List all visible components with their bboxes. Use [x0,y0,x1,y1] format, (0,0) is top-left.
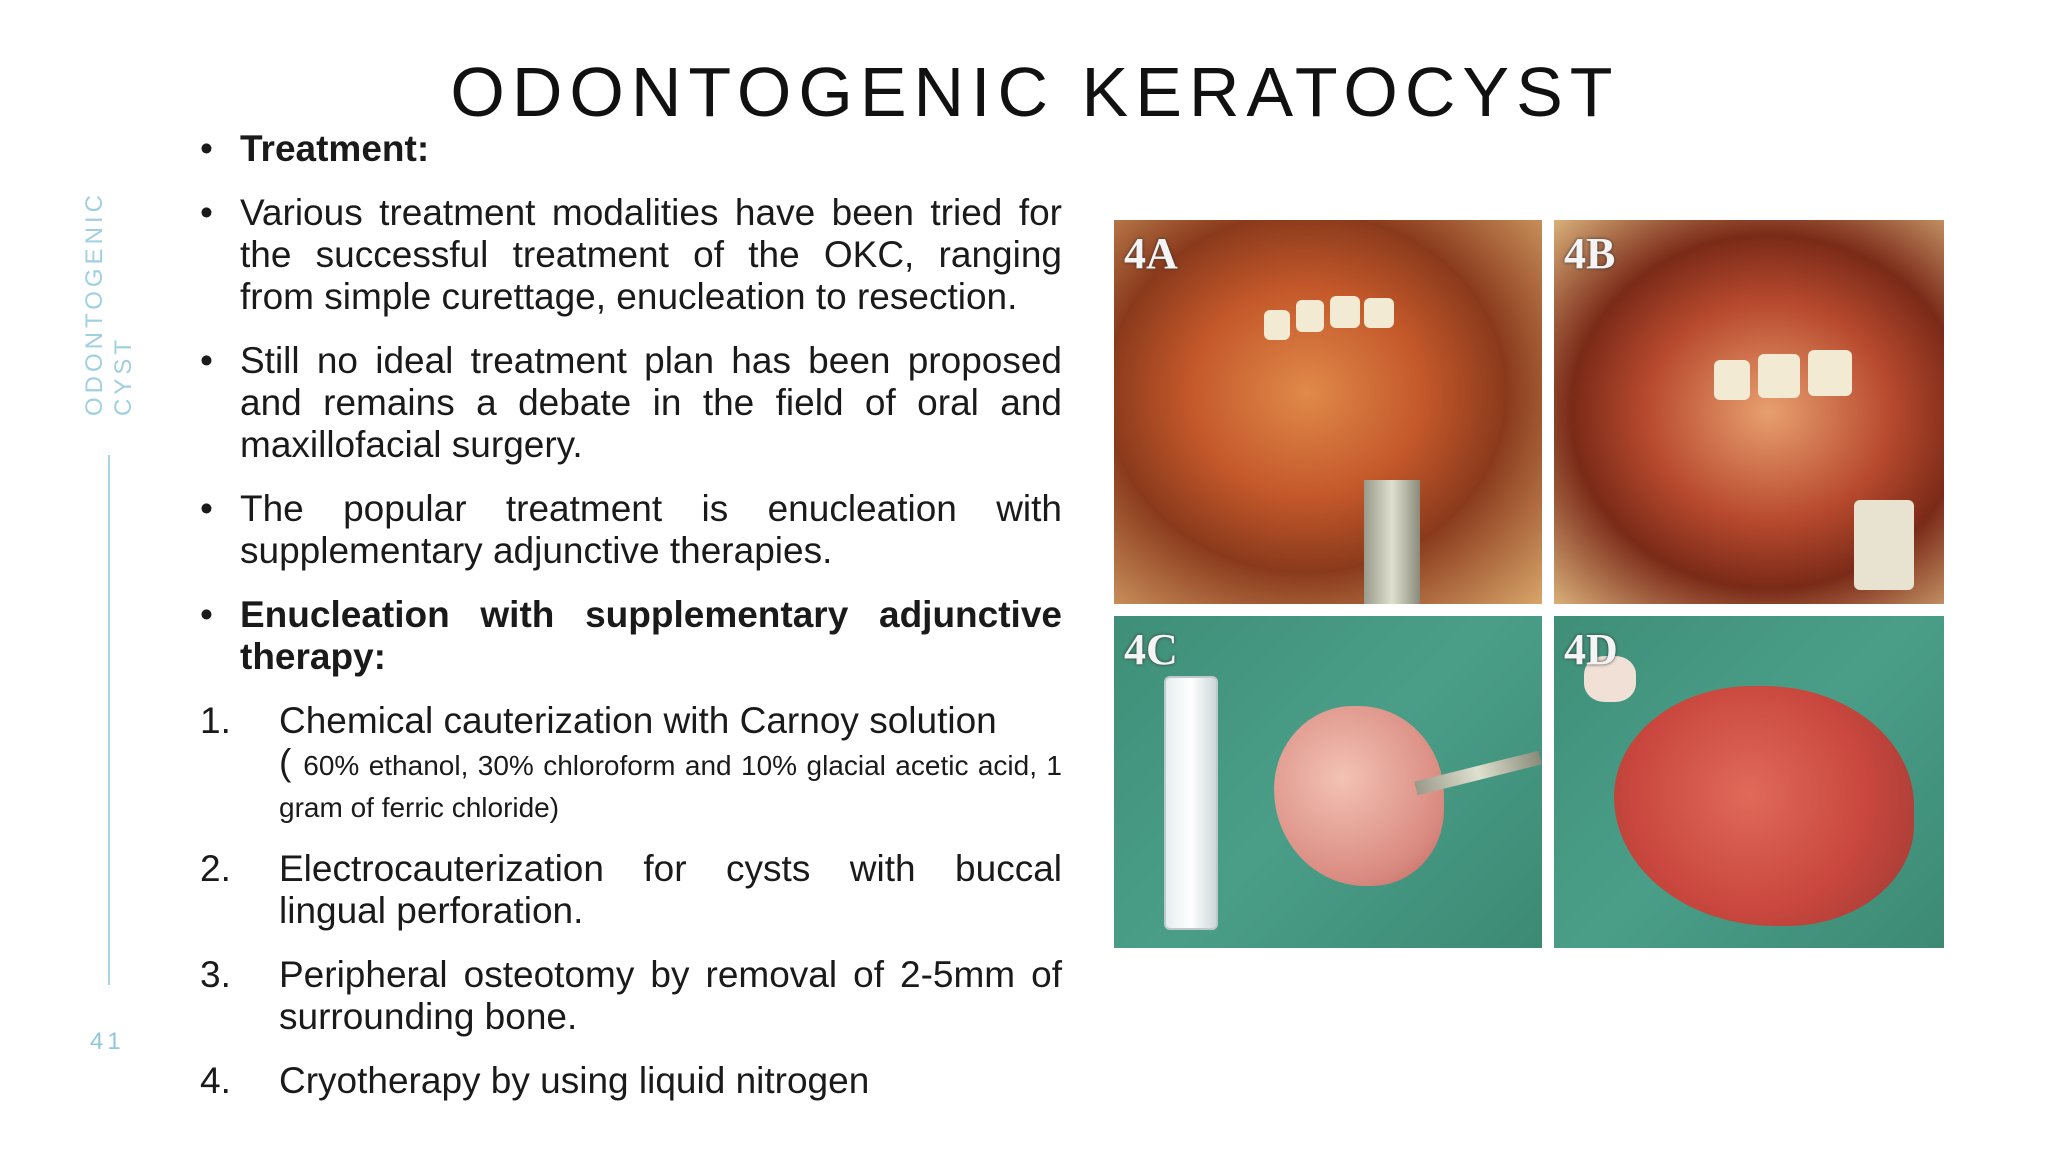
bullet-text: Still no ideal treatment plan has been proposed and remains a debate in the field of oral and maxillofacial surgery. [240,340,1062,465]
cyst-specimen-shape [1614,686,1914,926]
sidebar-divider [108,455,110,985]
sidebar-section-label [80,191,138,416]
photo-panel-4b [1554,220,1944,604]
numbered-item-osteotomy [200,954,1062,1038]
bullet-enucleation-heading [200,594,1062,678]
panel-label: 4C [1124,625,1178,674]
slide-body [200,128,1062,1124]
bullet-popular-treatment [200,488,1062,572]
panel-label: 4A [1124,229,1178,278]
bullet-text: The popular treatment is enucleation with supplementary adjunctive therapies. [240,488,1062,571]
numbered-item-cryotherapy [200,1060,1062,1102]
numbered-item-carnoy [200,700,1062,826]
bullet-text: Enucleation with supplementary adjunctive therapy: [240,594,1062,677]
tooth-shape [1758,354,1800,398]
syringe-shape [1164,676,1218,930]
item-detail: 60% ethanol, 30% chloroform and 10% glacial acetic acid, 1 gram of ferric chloride) [279,750,1062,823]
glove-finger-shape [1854,500,1914,590]
sidebar-label-line1: ODONTOGENIC [81,191,108,416]
sidebar-label-line2: CYST [110,335,137,416]
surgical-photo-figure [1114,220,1944,948]
bullet-treatment [200,128,1062,170]
retractor-shape [1364,480,1420,604]
bullet-glyph: • [200,192,213,233]
bullet-modalities [200,192,1062,318]
bullet-glyph: • [200,340,213,381]
tooth-shape [1364,298,1394,328]
photo-panel-4a [1114,220,1542,604]
item-text: Cryotherapy by using liquid nitrogen [279,1060,870,1101]
item-detail-paren: ( [279,742,292,783]
bullet-glyph: • [200,128,213,169]
item-number: 3. [200,954,231,995]
tooth-shape [1264,310,1290,340]
tooth-shape [1808,350,1852,396]
tooth-shape [1330,296,1360,328]
numbered-item-electrocauterization [200,848,1062,932]
bullet-text: Treatment: [240,128,430,169]
page-number: 41 [90,1028,125,1055]
bullet-glyph: • [200,488,213,529]
bullet-glyph: • [200,594,213,635]
bullet-no-ideal-plan [200,340,1062,466]
item-text: Electrocauterization for cysts with buccal lingual perforation. [279,848,1062,931]
item-text: Chemical cauterization with Carnoy solution [279,700,997,741]
slide-title: ODONTOGENIC KERATOCYST [450,53,1620,131]
cyst-specimen-shape [1274,706,1444,886]
item-number: 2. [200,848,231,889]
photo-panel-4c [1114,616,1542,948]
item-number: 1. [200,700,231,741]
panel-label: 4D [1564,625,1618,674]
panel-label: 4B [1564,229,1616,278]
item-number: 4. [200,1060,231,1101]
bullet-text: Various treatment modalities have been tried for the successful treatment of the OKC, ranging from simple curettage, enucleation to resection. [240,192,1062,317]
photo-panel-4d [1554,616,1944,948]
tooth-shape [1714,360,1750,400]
item-text: Peripheral osteotomy by removal of 2-5mm of surrounding bone. [279,954,1062,1037]
tooth-shape [1296,300,1324,332]
